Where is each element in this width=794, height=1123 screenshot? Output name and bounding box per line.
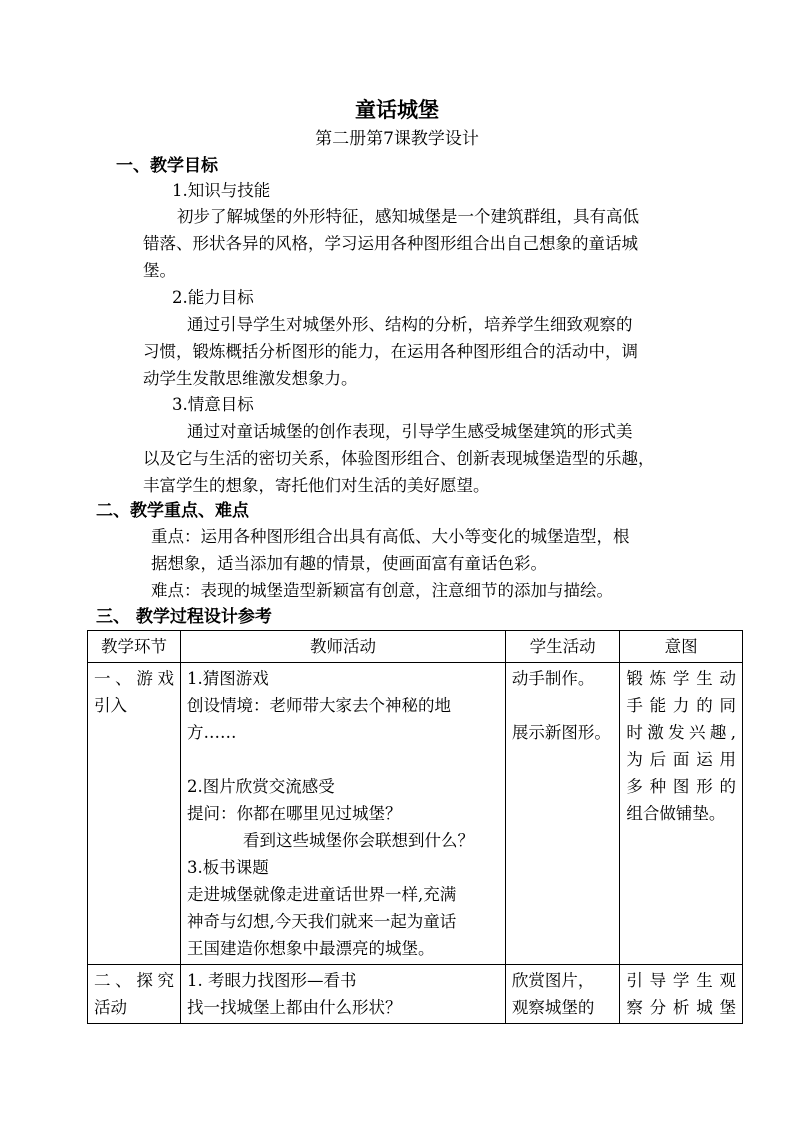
text-line: 找一找城堡上都由什么形状？ bbox=[186, 998, 402, 1017]
text-line: 以及它与生活的密切关系，体验图形组合、创新表现城堡造型的乐趣， bbox=[143, 449, 655, 468]
process-table bbox=[87, 630, 743, 1024]
text-line: 通过对童话城堡的创作表现，引导学生感受城堡建筑的形式美 bbox=[187, 422, 633, 441]
text-line: 丰富学生的想象，寄托他们对生活的美好愿望。 bbox=[143, 476, 490, 495]
text-line: 活动 bbox=[94, 998, 127, 1017]
text-line: 重点：运用各种图形组合出具有高低、大小等变化的城堡造型，根 bbox=[151, 527, 630, 546]
text-line: 二、探究 bbox=[94, 971, 174, 990]
text-line: 方…… bbox=[186, 723, 237, 742]
text-line: 错落、形状各异的风格，学习运用各种图形组合出自己想象的童话城 bbox=[143, 234, 638, 253]
table-row bbox=[88, 663, 743, 965]
text-line: 动手制作。 bbox=[511, 669, 595, 688]
text-line: 2.图片欣赏交流感受 bbox=[186, 777, 335, 796]
document-title: 童话城堡 bbox=[355, 97, 439, 122]
section-heading-objectives: 一、教学目标 bbox=[116, 156, 218, 176]
intent-cell bbox=[620, 663, 743, 965]
teacher-activity-cell bbox=[180, 965, 505, 1024]
teacher-activity-cell bbox=[180, 663, 505, 965]
paragraph-key-points bbox=[151, 523, 711, 604]
text-line: 看到这些城堡你会联想到什么？ bbox=[242, 831, 474, 850]
text-line: 习惯，锻炼概括分析图形的能力，在运用各种图形组合的活动中，调 bbox=[143, 342, 638, 361]
text-line: 提问：你都在哪里见过城堡？ bbox=[186, 804, 402, 823]
subheading-affective: 3.情意目标 bbox=[172, 395, 254, 414]
spacer bbox=[187, 746, 499, 773]
table-row bbox=[88, 965, 743, 1024]
intent-cell bbox=[620, 965, 743, 1024]
subheading-knowledge-skills: 1.知识与技能 bbox=[172, 181, 271, 200]
table-header-cell: 教师活动 bbox=[180, 631, 505, 663]
text-line: 1. 考眼力找图形—看书 bbox=[186, 971, 357, 990]
text-line: 组合做铺垫。 bbox=[626, 804, 726, 823]
text-line: 神奇与幻想,今天我们就来一起为童话 bbox=[186, 912, 457, 931]
text-line: 难点：表现的城堡造型新颖富有创意，注意细节的添加与描绘。 bbox=[151, 581, 613, 600]
text-line: 时激发兴趣, bbox=[626, 723, 736, 742]
text-line: 为后面运用 bbox=[626, 750, 736, 769]
paragraph-ability bbox=[143, 311, 703, 392]
stage-cell bbox=[88, 663, 181, 965]
text-line: 引导学生观 bbox=[626, 971, 736, 990]
table-header-cell: 学生活动 bbox=[505, 631, 619, 663]
text-line: 通过引导学生对城堡外形、结构的分析，培养学生细致观察的 bbox=[187, 315, 633, 334]
text-line: 察分析城堡 bbox=[626, 998, 736, 1017]
student-activity-cell bbox=[505, 663, 619, 965]
text-line: 多种图形的 bbox=[626, 777, 736, 796]
text-line: 观察城堡的 bbox=[511, 998, 595, 1017]
table-header-cell: 意图 bbox=[620, 631, 743, 663]
text-line: 走进城堡就像走进童话世界一样,充满 bbox=[186, 885, 457, 904]
subheading-ability: 2.能力目标 bbox=[172, 288, 254, 307]
text-line: 一、游戏 bbox=[94, 669, 174, 688]
text-line: 堡。 bbox=[143, 261, 176, 280]
table-header-cell: 教学环节 bbox=[88, 631, 181, 663]
text-line: 动学生发散思维激发想象力。 bbox=[143, 369, 358, 388]
text-line: 锻炼学生动 bbox=[626, 669, 736, 688]
text-line: 1.猜图游戏 bbox=[186, 669, 269, 688]
paragraph-affective bbox=[143, 418, 703, 499]
text-line: 欣赏图片， bbox=[511, 971, 595, 990]
student-activity-cell bbox=[505, 965, 619, 1024]
text-line: 初步了解城堡的外形特征，感知城堡是一个建筑群组，具有高低 bbox=[177, 207, 639, 226]
section-heading-process: 三、 教学过程设计参考 bbox=[96, 607, 272, 627]
spacer bbox=[512, 692, 613, 719]
section-heading-key-points: 二、教学重点、难点 bbox=[96, 501, 249, 521]
table-header-row bbox=[88, 631, 743, 663]
text-line: 创设情境：老师带大家去个神秘的地 bbox=[186, 696, 451, 715]
text-line: 王国建造你想象中最漂亮的城堡。 bbox=[186, 939, 435, 958]
stage-cell bbox=[88, 965, 181, 1024]
text-line: 据想象，适当添加有趣的情景，使画面富有童话色彩。 bbox=[151, 554, 547, 573]
text-line: 展示新图形。 bbox=[511, 723, 611, 742]
paragraph-knowledge-skills bbox=[143, 203, 703, 284]
text-line: 引入 bbox=[94, 696, 127, 715]
text-line: 3.板书课题 bbox=[186, 858, 269, 877]
document-subtitle: 第二册第7课教学设计 bbox=[315, 129, 479, 149]
text-line: 手能力的同 bbox=[626, 696, 736, 715]
